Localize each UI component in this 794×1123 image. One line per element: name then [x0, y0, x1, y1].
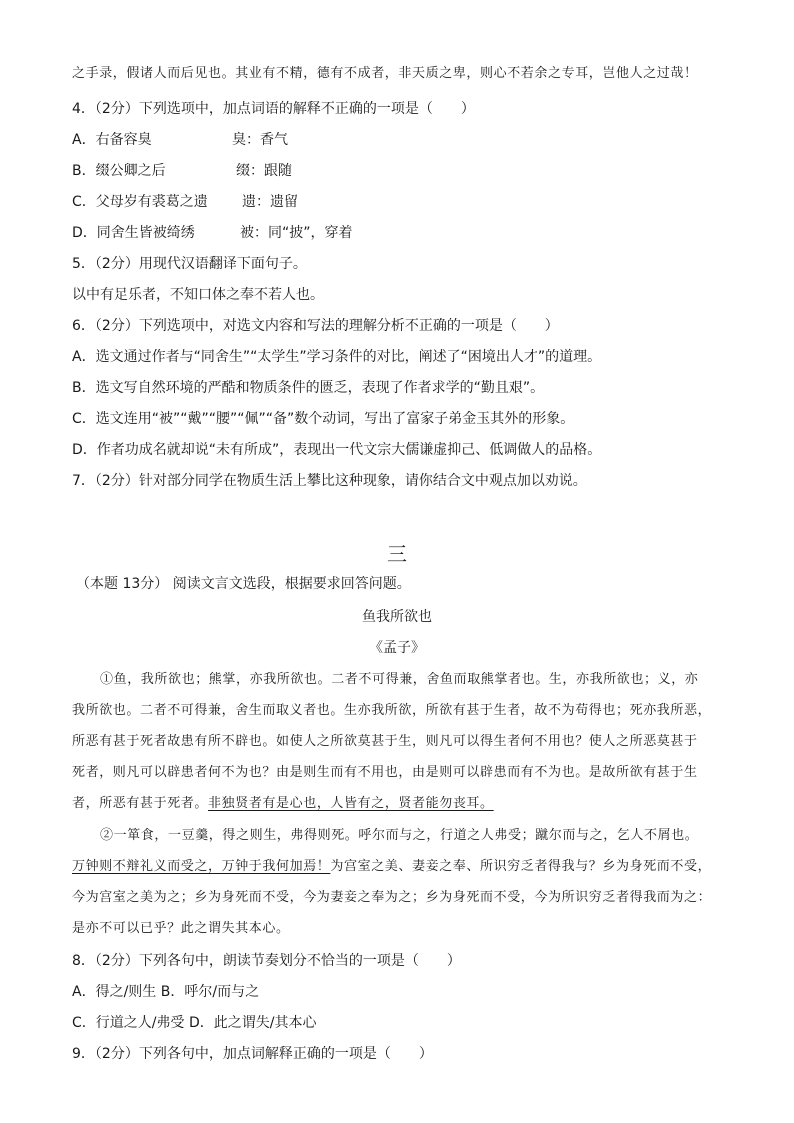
q4-option-c: C．父母岁有裘葛之遗	[72, 194, 208, 210]
passage-p1-line-2: 我所欲也。二者不可得兼，舍生而取义者也。生亦我所欲，所欲有甚于生者，故不为苟得也；死亦我所恶，	[72, 703, 712, 718]
question-6-stem: 6．（2分）下列选项中，对选文内容和写法的理解分析不正确的一项是（ ）	[72, 318, 559, 334]
underlined-sentence-2: 万钟则不辩礼义而受之，万钟于我何加焉！	[72, 859, 331, 874]
passage-p1-line-1: ①鱼，我所欲也；熊掌，亦我所欲也。二者不可得兼，舍鱼而取熊掌者也。生，亦我所欲也；义，亦	[100, 672, 699, 687]
question-4-stem: 4．（2分）下列选项中，加点词语的解释不正确的一项是（ ）	[72, 101, 475, 117]
underlined-sentence-1: 非独贤者有是心也，人皆有之，贤者能勿丧耳。	[208, 796, 494, 811]
passage-p1-line-5	[72, 794, 494, 814]
q8-options-cd: C．行道之人/弗受 D．此之谓失/其本心	[72, 1015, 317, 1031]
q4-option-b: B．缀公卿之后	[72, 163, 166, 179]
q4-option-d: D．同舍生皆被绮绣	[72, 225, 195, 241]
passage-author: 《孟子》	[369, 640, 425, 656]
question-8-stem: 8．（2分）下列各句中，朗读节奏划分不恰当的一项是（ ）	[72, 953, 461, 969]
q8-options-ab: A．得之/则生 B．呼尔/而与之	[72, 984, 260, 1000]
question-7-stem: 7．（2分）针对部分同学在物质生活上攀比这种现象，请你结合文中观点加以劝说。	[72, 473, 587, 489]
q4-option-c-gloss: 遗：遗留	[242, 194, 298, 210]
section-heading: 三	[387, 542, 407, 566]
passage-p1-line-4: 死者，则凡可以辟患者何不为也？由是则生而有不用也，由是则可以辟患而有不为也。是故所欲有甚于生	[72, 765, 698, 780]
q4-option-a: A．右备容臭	[72, 132, 152, 148]
q6-option-c: C．选文连用“被”“戴”“腰”“佩”“备”数个动词，写出了富家子弟金玉其外的形象。	[72, 411, 575, 427]
passage-p1-tail: 者，所恶有甚于死者。	[72, 796, 209, 811]
q4-option-b-gloss: 缀：跟随	[236, 163, 292, 179]
q6-option-b: B．选文写自然环境的严酷和物质条件的匮乏，表现了作者求学的“勤且艰”。	[72, 380, 545, 396]
q4-option-d-gloss: 被：同“披”，穿着	[240, 225, 353, 241]
question-5-stem: 5．（2分）用现代汉语翻译下面句子。	[72, 256, 307, 272]
passage-p2-line-3: 今为宫室之美为之；乡为身死而不受，今为妻妾之奉为之；乡为身死而不受，今为所识穷乏者得我而为之：	[72, 890, 712, 905]
section-intro: （本题 13分） 阅读文言文选段，根据要求回答问题。	[76, 576, 411, 592]
passage-p2-line-4: 是亦不可以已乎？此之谓失其本心。	[72, 921, 290, 936]
question-9-stem: 9．（2分）下列各句中，加点词解释正确的一项是（ ）	[72, 1046, 433, 1062]
question-5-sentence: 以中有足乐者，不知口体之奉不若人也。	[72, 287, 324, 303]
passage-p2-line-2-rest: 为宫室之美、妻妾之奉、所识穷乏者得我与？乡为身死而不受，	[330, 859, 712, 874]
passage-p2-line-2	[72, 857, 711, 877]
q6-option-d: D．作者功成名就却说“未有所成”，表现出一代文宗大儒谦虚抑己、低调做人的品格。	[72, 442, 602, 458]
passage-title: 鱼我所欲也	[362, 609, 432, 625]
passage-last-line: 之手录，假诸人而后见也。其业有不精，德有不成者，非天质之卑，则心不若余之专耳，岂他人之过哉！	[72, 66, 698, 81]
q4-option-a-gloss: 臭：香气	[232, 132, 288, 148]
q6-option-a: A．选文通过作者与“同舍生”“太学生”学习条件的对比，阐述了“困境出人才”的道理。	[72, 349, 602, 365]
passage-p2-line-1: ②一箪食，一豆羹，得之则生，弗得则死。呼尔而与之，行道之人弗受；蹴尔而与之，乞人不屑也。	[100, 828, 699, 843]
passage-p1-line-3: 所恶有甚于死者故患有所不辟也。如使人之所欲莫甚于生，则凡可以得生者何不用也？使人之所恶莫甚于	[72, 734, 698, 749]
